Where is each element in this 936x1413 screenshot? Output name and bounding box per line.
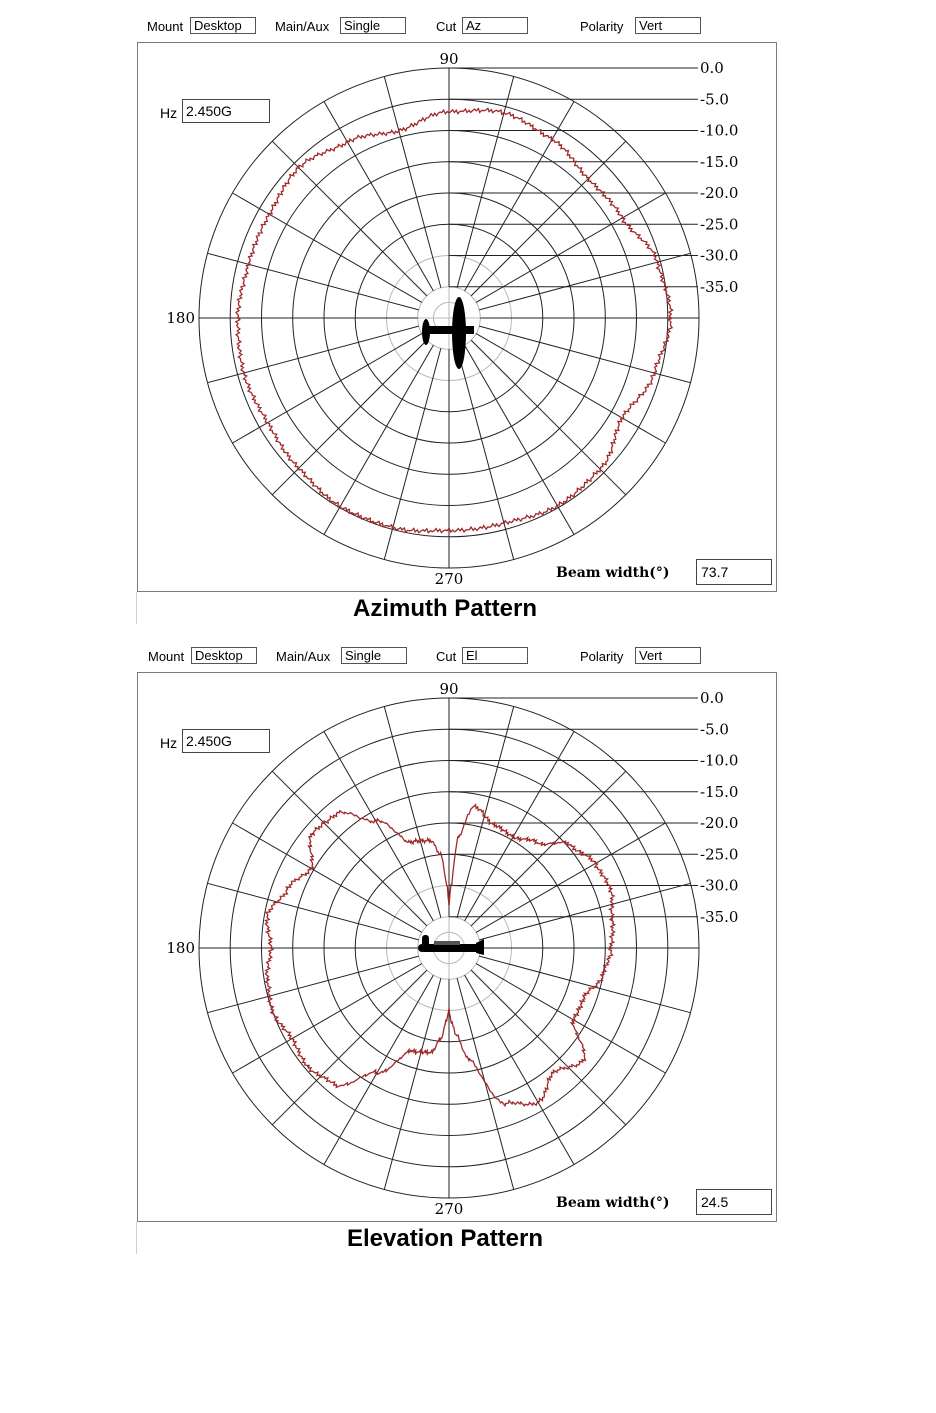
angle-tick-label: 180 (166, 939, 195, 957)
frequency-field[interactable]: 2.450G (182, 99, 270, 123)
grid-spoke (457, 978, 514, 1189)
pattern-data-point (307, 1066, 309, 1068)
pattern-data-point (448, 530, 450, 532)
pattern-data-point (583, 996, 585, 998)
frequency-field[interactable]: 2.450G (182, 729, 270, 753)
aircraft-side-view-icon (418, 935, 484, 955)
pattern-data-point (334, 1084, 336, 1086)
grid-spoke (465, 732, 574, 921)
pattern-data-point (347, 141, 349, 143)
radial-tick-label: -10.0 (700, 751, 739, 770)
radial-tick-label: -25.0 (700, 845, 739, 864)
pattern-data-point (551, 139, 553, 141)
pattern-data-point (657, 261, 659, 263)
grid-spoke (476, 334, 665, 443)
pattern-data-point (267, 979, 269, 981)
grid-spoke (233, 964, 422, 1073)
angle-tick-label: 270 (434, 1200, 464, 1218)
grid-spoke (208, 883, 419, 940)
grid-spoke (233, 334, 422, 443)
polarity-field[interactable]: Vert (635, 647, 701, 664)
radial-tick-label: -10.0 (700, 121, 739, 140)
pattern-data-point (493, 824, 495, 826)
cut-field[interactable]: El (462, 647, 528, 664)
azimuth-polar-chart (138, 43, 778, 593)
frequency-label: Hz (160, 735, 178, 751)
pattern-data-point (429, 840, 431, 842)
angle-tick-label: 90 (439, 680, 459, 698)
pattern-data-point (468, 1058, 470, 1060)
beam-width-label: Beam width(°) (556, 1195, 670, 1211)
grid-spoke (479, 956, 690, 1013)
pattern-data-point (448, 1010, 450, 1012)
pattern-data-point (537, 842, 539, 844)
cut-label: Cut (436, 19, 457, 34)
cut-label: Cut (436, 649, 457, 664)
radial-tick-label: -15.0 (700, 782, 739, 801)
main-aux-field[interactable]: Single (340, 17, 406, 34)
pattern-data-point (446, 885, 448, 887)
angle-tick-label: 270 (434, 570, 464, 588)
pattern-data-point (599, 468, 601, 470)
grid-spoke (476, 964, 665, 1073)
pattern-data-point (392, 527, 394, 529)
beam-width-field[interactable]: 73.7 (696, 559, 772, 585)
main-aux-field[interactable]: Single (341, 647, 407, 664)
grid-spoke (272, 340, 427, 495)
mount-field[interactable]: Desktop (191, 647, 257, 664)
chart-caption: Azimuth Pattern (352, 595, 537, 622)
grid-spoke (384, 978, 441, 1189)
pattern-data-point (310, 868, 312, 870)
pattern-data-point (398, 130, 400, 132)
main-aux-label: Main/Aux (276, 649, 331, 664)
pattern-data-point (270, 947, 272, 949)
pattern-data-point (448, 111, 450, 113)
polarity-label: Polarity (580, 19, 624, 34)
mount-field[interactable]: Desktop (190, 17, 256, 34)
aircraft-top-view-icon (422, 297, 474, 369)
pattern-data-point (582, 1060, 584, 1062)
polarity-field[interactable]: Vert (635, 17, 701, 34)
pattern-data-point (503, 523, 505, 525)
pattern-data-point (512, 836, 514, 838)
pattern-data-point (375, 820, 377, 822)
pattern-data-point (237, 317, 239, 319)
pattern-data-point (587, 178, 589, 180)
pattern-data-point (298, 468, 300, 470)
pattern-data-point (272, 1011, 274, 1013)
chart-caption: Elevation Pattern (346, 1225, 544, 1252)
elevation-toolbar (136, 642, 778, 670)
pattern-data-point (312, 833, 314, 835)
pattern-data-point (339, 506, 341, 508)
angle-tick-label: 90 (439, 50, 459, 68)
grid-spoke (233, 193, 422, 302)
pattern-data-point (670, 317, 672, 319)
radial-tick-label: -5.0 (700, 90, 729, 109)
grid-spoke (471, 970, 626, 1125)
pattern-data-point (291, 1038, 293, 1040)
grid-spoke (384, 77, 441, 288)
radial-tick-label: 0.0 (700, 59, 724, 77)
pattern-data-point (336, 813, 338, 815)
pattern-data-point (248, 264, 250, 266)
elevation-plot (137, 672, 777, 1222)
pattern-data-point (456, 1034, 458, 1036)
angle-tick-label: 180 (166, 309, 195, 327)
pattern-data-point (611, 947, 613, 949)
radial-tick-label: -30.0 (700, 246, 739, 265)
grid-spoke (272, 771, 427, 926)
pattern-data-point (446, 1019, 448, 1021)
radial-tick-label: -5.0 (700, 720, 729, 739)
grid-spoke (233, 823, 422, 932)
pattern-data-point (458, 835, 460, 837)
grid-spoke (384, 707, 441, 918)
grid-spoke (471, 771, 626, 926)
beam-width-field[interactable]: 24.5 (696, 1189, 772, 1215)
grid-spoke (465, 102, 574, 291)
azimuth-toolbar (136, 12, 778, 40)
pattern-data-point (505, 1103, 507, 1105)
main-aux-label: Main/Aux (275, 19, 330, 34)
pattern-data-point (440, 854, 442, 856)
pattern-data-point (298, 167, 300, 169)
pattern-data-point (267, 915, 269, 917)
grid-spoke (324, 975, 433, 1164)
pattern-data-point (573, 1019, 575, 1021)
pattern-data-point (473, 806, 475, 808)
radial-tick-label: 0.0 (700, 689, 724, 707)
pattern-data-point (557, 505, 559, 507)
pattern-data-point (410, 842, 412, 844)
pattern-data-point (610, 888, 612, 890)
pattern-data-point (570, 845, 572, 847)
pattern-data-point (450, 885, 452, 887)
pattern-data-point (602, 974, 604, 976)
grid-spoke (208, 326, 419, 383)
polarity-label: Polarity (580, 649, 624, 664)
azimuth-plot (137, 42, 777, 592)
grid-spoke (324, 732, 433, 921)
pattern-data-point (503, 112, 505, 114)
pattern-data-point (451, 1022, 453, 1024)
grid-spoke (272, 141, 427, 296)
radial-tick-label: -15.0 (700, 152, 739, 171)
grid-spoke (476, 193, 665, 302)
pattern-data-point (243, 372, 245, 374)
grid-spoke (471, 340, 626, 495)
grid-spoke (208, 956, 419, 1013)
mount-label: Mount (148, 649, 185, 664)
pattern-data-point (287, 888, 289, 890)
pattern-data-point (411, 1050, 413, 1052)
pattern-data-point (537, 1102, 539, 1104)
beam-width-label: Beam width(°) (556, 565, 670, 581)
radial-tick-label: -35.0 (700, 907, 739, 926)
mount-label: Mount (147, 19, 184, 34)
radial-tick-label: -35.0 (700, 277, 739, 296)
grid-spoke (324, 102, 433, 291)
cut-field[interactable]: Az (462, 17, 528, 34)
pattern-data-point (430, 1052, 432, 1054)
frequency-label: Hz (160, 105, 178, 121)
radial-tick-label: -20.0 (700, 814, 739, 832)
pattern-data-point (654, 372, 656, 374)
pattern-data-point (611, 918, 613, 920)
pattern-data-point (376, 1072, 378, 1074)
grid-spoke (476, 823, 665, 932)
grid-spoke (479, 883, 690, 940)
elevation-polar-chart (138, 673, 778, 1223)
pattern-data-point (267, 422, 269, 424)
pattern-data-point (448, 904, 450, 906)
pattern-data-point (594, 863, 596, 865)
grid-spoke (457, 707, 514, 918)
pattern-data-point (621, 217, 623, 219)
pattern-data-point (269, 214, 271, 216)
radial-tick-label: -25.0 (700, 215, 739, 234)
pattern-data-point (621, 417, 623, 419)
pattern-data-point (440, 1038, 442, 1040)
radial-tick-label: -30.0 (700, 876, 739, 895)
radial-tick-label: -20.0 (700, 184, 739, 202)
grid-spoke (471, 141, 626, 296)
pattern-data-point (553, 1072, 555, 1074)
